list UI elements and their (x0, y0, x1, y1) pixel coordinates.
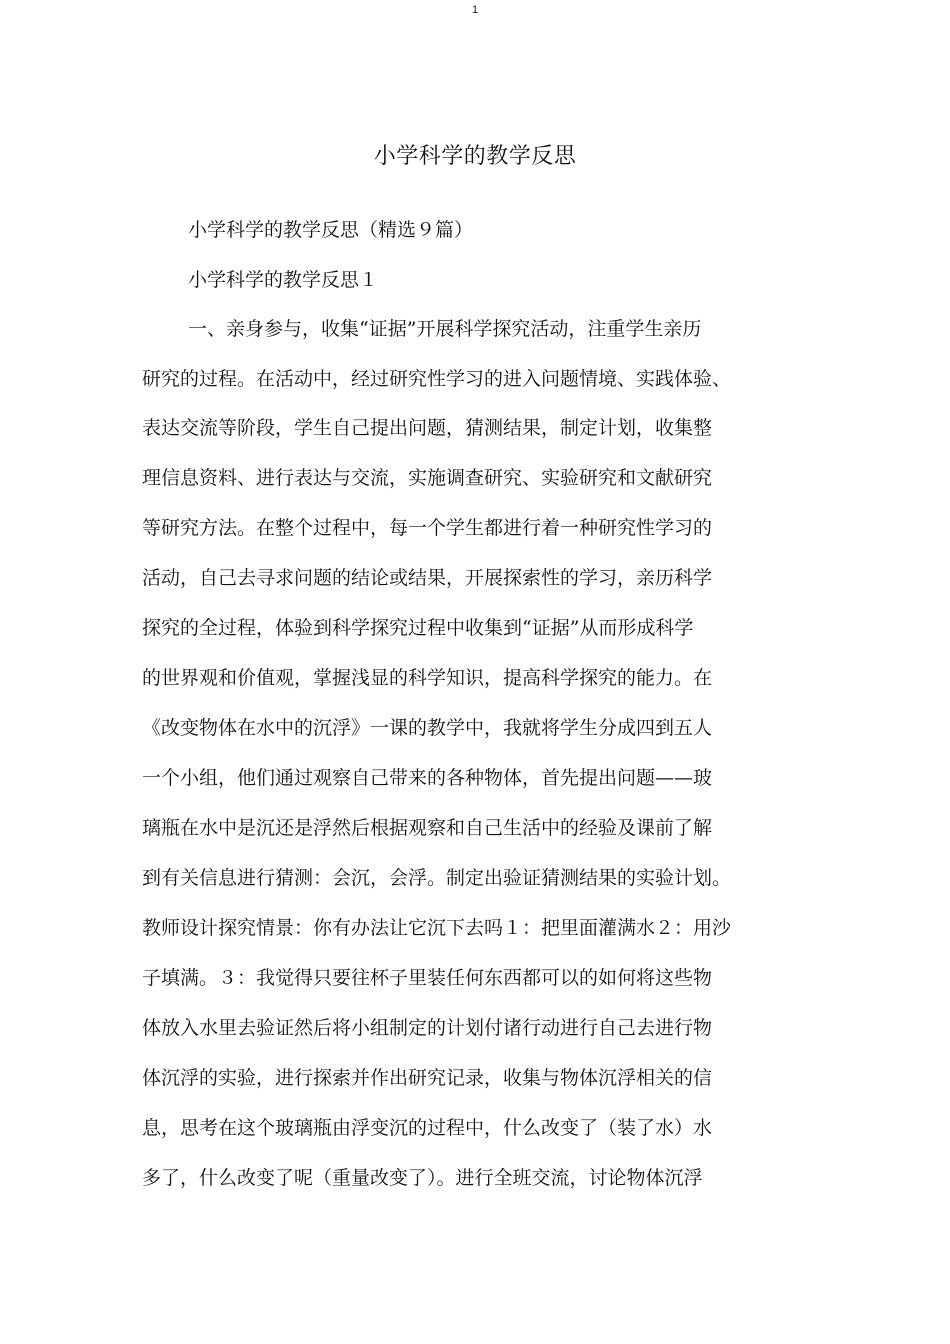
body-line: 研究的过程。在活动中，经过研究性学习的进入问题情境、实践体验、 (142, 368, 732, 390)
body-line: 一个小组，他们通过观察自己带来的各种物体，首先提出问题——玻 (142, 767, 713, 789)
body-line: 《改变物体在水中的沉浮》一课的教学中，我就将学生分成四到五人 (142, 717, 713, 739)
body-line: 理信息资料、进行表达与交流，实施调查研究、实验研究和文献研究 (142, 467, 713, 489)
page-number: 1 (471, 4, 479, 16)
body-line: 教师设计探究情景：你有办法让它沉下去吗１：把里面灌满水２：用沙 (142, 917, 732, 939)
body-line: 的世界观和价值观，掌握浅显的科学知识，提高科学探究的能力。在 (142, 667, 713, 689)
section-heading: 小学科学的教学反思１ (188, 269, 379, 291)
body-line: 体放入水里去验证然后将小组制定的计划付诸行动进行自己去进行物 (142, 1017, 713, 1039)
body-line: 息，思考在这个玻璃瓶由浮变沉的过程中，什么改变了（装了水）水 (142, 1117, 713, 1139)
body-line: 璃瓶在水中是沉还是浮然后根据观察和自己生活中的经验及课前了解 (142, 817, 713, 839)
document-subtitle: 小学科学的教学反思（精选９篇） (188, 219, 474, 241)
body-line: 表达交流等阶段，学生自己提出问题，猜测结果，制定计划，收集整 (142, 417, 713, 439)
document-title: 小学科学的教学反思 (373, 144, 577, 169)
body-line: 多了，什么改变了呢（重量改变了）。进行全班交流，讨论物体沉浮 (142, 1167, 703, 1189)
body-line: 探究的全过程，体验到科学探究过程中收集到“证据”从而形成科学 (142, 617, 694, 639)
body-line: 一、亲身参与，收集“证据”开展科学探究活动，注重学生亲历 (188, 318, 702, 340)
body-line: 到有关信息进行猜测：会沉，会浮。制定出验证猜测结果的实验计划。 (142, 867, 732, 889)
body-line: 活动，自己去寻求问题的结论或结果，开展探索性的学习，亲历科学 (142, 567, 713, 589)
body-line: 子填满。３：我觉得只要往杯子里装任何东西都可以的如何将这些物 (142, 967, 713, 989)
body-line: 体沉浮的实验，进行探索并作出研究记录，收集与物体沉浮相关的信 (142, 1067, 713, 1089)
body-line: 等研究方法。在整个过程中，每一个学生都进行着一种研究性学习的 (142, 517, 713, 539)
